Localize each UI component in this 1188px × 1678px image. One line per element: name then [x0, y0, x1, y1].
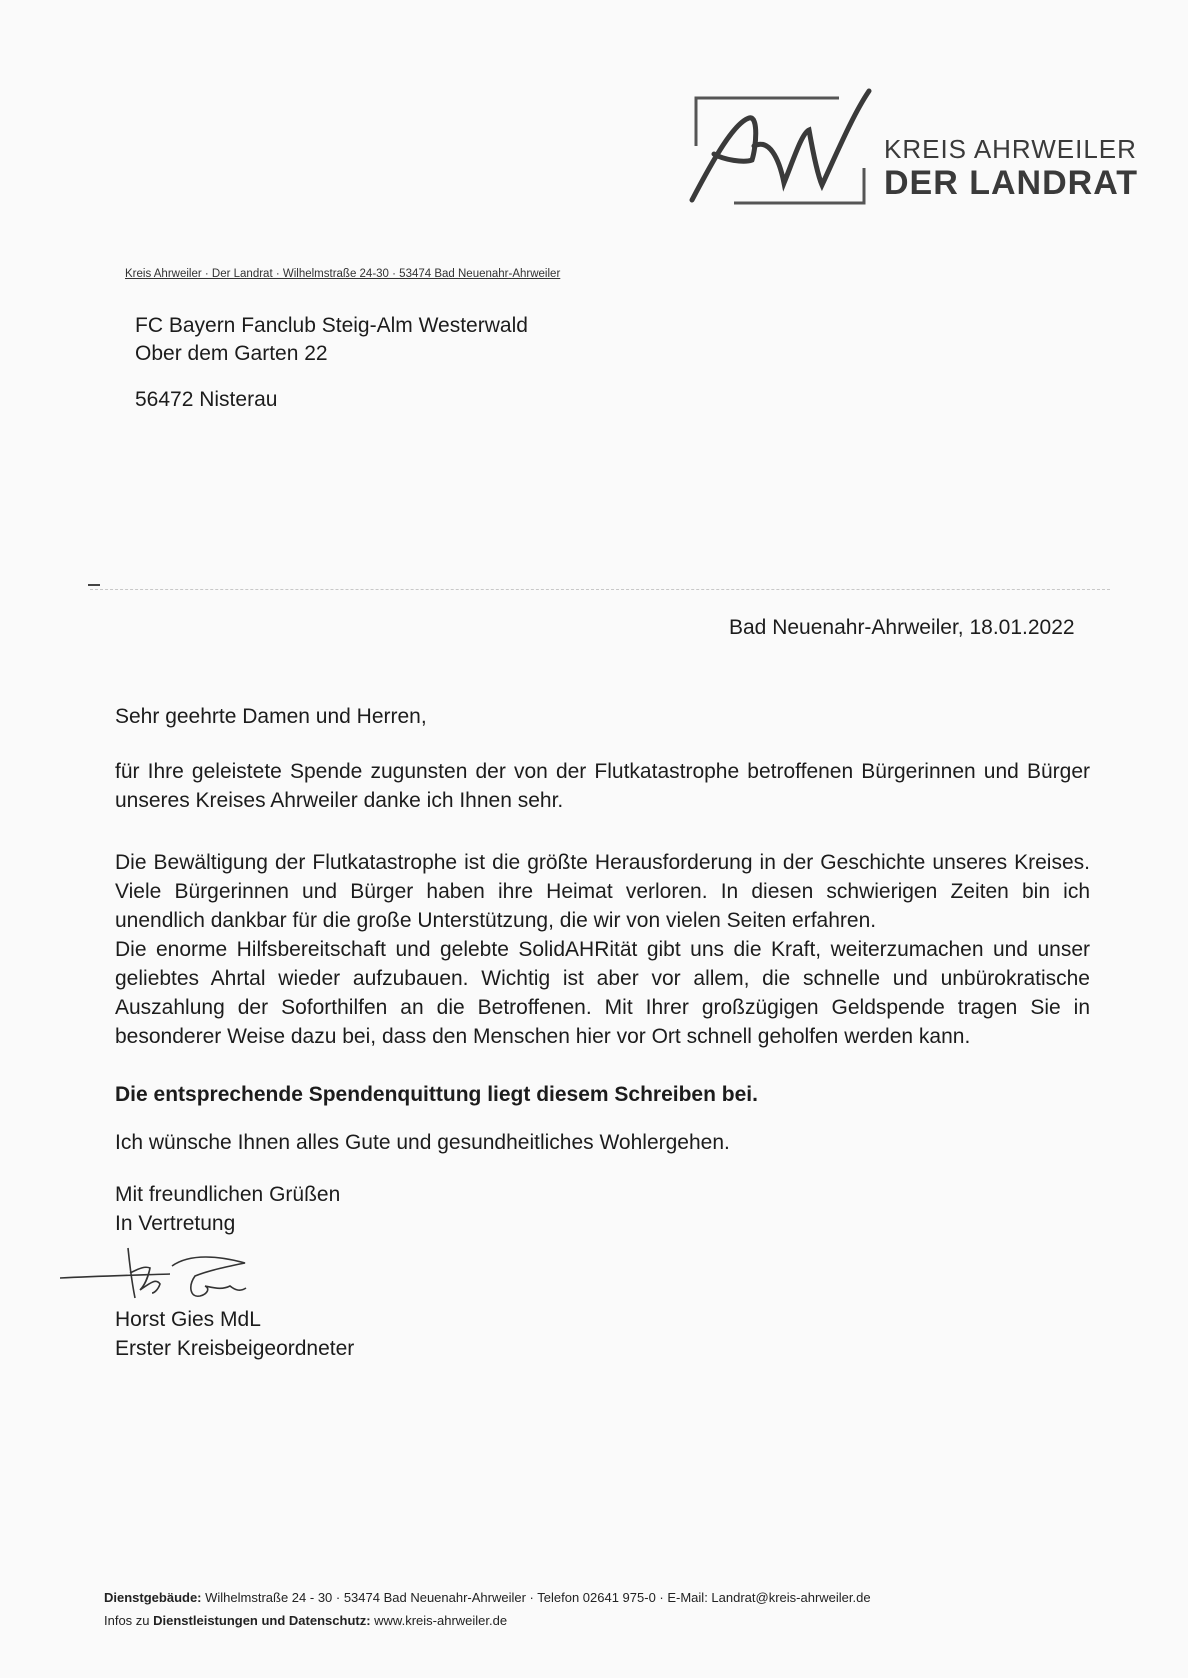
footer-line-1 — [104, 1590, 871, 1605]
aw-monogram-icon — [684, 88, 874, 213]
footer-line-2 — [104, 1613, 507, 1628]
date-line: Bad Neuenahr-Ahrweiler, 18.01.2022 — [729, 616, 1075, 639]
signatory-name: Horst Gies MdL — [115, 1308, 261, 1331]
paragraph-challenge: Die Bewältigung der Flutkatastrophe ist die größte Herausforderung in der Geschichte unseres Kreises. Viele Bürgerinnen und Bürger haben ihre Heimat verloren. In diesen schwierigen Zeiten bin ich unendlich dankbar für die große Unterstützung, die wir von vielen Seiten erfahren. — [115, 851, 1090, 932]
recipient-street: Ober dem Garten 22 — [135, 342, 328, 365]
closing-representation: In Vertretung — [115, 1212, 236, 1235]
paragraph-thanks: für Ihre geleistete Spende zugunsten der von der Flutkatastrophe betroffenen Bürgerinnen und Bürger unseres Kreises Ahrweiler danke ich Ihnen sehr. — [115, 760, 1090, 812]
footer-label-services: Dienstleistungen und Datenschutz: — [153, 1613, 371, 1628]
footer-contact: Wilhelmstraße 24 - 30 · 53474 Bad Neuenahr-Ahrweiler · Telefon 02641 975-0 · E-Mail: Landrat@kreis-ahrweiler.de — [201, 1590, 871, 1605]
footer-label-building: Dienstgebäude: — [104, 1590, 202, 1605]
footer-label-infos: Infos zu — [104, 1613, 154, 1628]
fold-line — [90, 589, 1110, 590]
logo-text — [884, 134, 1138, 202]
paragraph-solidarity: Die enorme Hilfsbereitschaft und gelebte SolidAHRität gibt uns die Kraft, weiterzumachen und unser geliebtes Ahrtal wieder aufzubauen. Wichtig ist aber vor allem, die schnelle und unbürokratische Auszahlung der Soforthilfen an die Betroffenen. Mit Ihrer großzügigen Geldspende tragen Sie in besonderer Weise dazu bei, dass den Menschen hier vor Ort schnell geholfen werden kann. — [115, 938, 1090, 1048]
recipient-city: 56472 Nisterau — [135, 388, 278, 411]
kreis-ahrweiler-logo — [684, 88, 1139, 213]
salutation: Sehr geehrte Damen und Herren, — [115, 705, 427, 728]
fold-mark — [88, 584, 100, 586]
paragraph-wishes: Ich wünsche Ihnen alles Gute und gesundheitliches Wohlergehen. — [115, 1131, 730, 1154]
paragraph-receipt: Die entsprechende Spendenquittung liegt diesem Schreiben bei. — [115, 1083, 758, 1106]
logo-line-landrat: DER LANDRAT — [884, 164, 1139, 202]
signatory-title: Erster Kreisbeigeordneter — [115, 1337, 355, 1360]
logo-line-kreis: KREIS AHRWEILER — [884, 134, 1137, 164]
footer-website: www.kreis-ahrweiler.de — [370, 1613, 508, 1628]
closing-greeting: Mit freundlichen Grüßen — [115, 1183, 341, 1206]
sender-return-address: Kreis Ahrweiler · Der Landrat · Wilhelmstraße 24-30 · 53474 Bad Neuenahr-Ahrweiler — [125, 268, 561, 280]
recipient-name: FC Bayern Fanclub Steig-Alm Westerwald — [135, 314, 528, 337]
